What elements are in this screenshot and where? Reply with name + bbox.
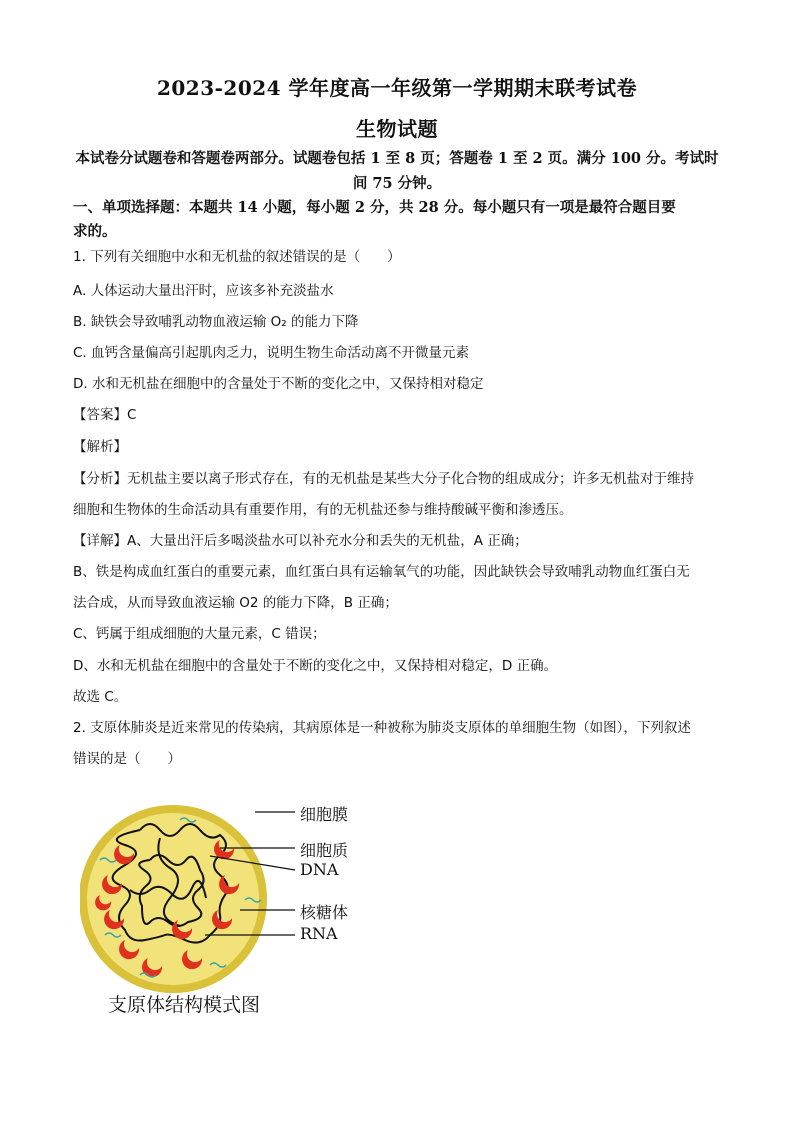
question-1-detail-line1: 【详解】A、大量出汗后多喝淡盐水可以补充水分和丢失的无机盐，A 正确；: [73, 533, 528, 549]
question-1-analysis-label: 【解析】: [73, 439, 127, 455]
question-1-option-c: C. 血钙含量偏高引起肌肉乏力，说明生物生命活动离不开微量元素: [73, 345, 470, 361]
question-1-option-d: D. 水和无机盐在细胞中的含量处于不断的变化之中，又保持相对稳定: [73, 376, 484, 392]
question-1-answer: 【答案】C: [73, 407, 137, 423]
question-2-stem-line2: 错误的是（ ）: [73, 751, 181, 767]
label-cell-membrane: 细胞膜: [300, 805, 349, 824]
section-heading: [73, 196, 721, 244]
section-heading-line1: 一、单项选择题：本题共 14 小题，每小题 2 分，共 28 分。每小题只有一项是最符合题目要: [73, 199, 676, 216]
exam-notice: 本试卷分试题卷和答题卷两部分。试题卷包括 1 至 8 页；答题卷 1 至 2 页。满分 100 分。考试时间 75 分钟。: [75, 150, 719, 192]
question-1-option-a: A. 人体运动大量出汗时，应该多补充淡盐水: [73, 283, 334, 299]
label-ribosome: 核糖体: [300, 903, 349, 922]
question-2-stem-line1: 2. 支原体肺炎是近来常见的传染病，其病原体是一种被称为肺炎支原体的单细胞生物（如图），下列叙述: [73, 720, 691, 736]
label-dna: DNA: [300, 860, 339, 879]
question-1-detail-line2: B、铁是构成血红蛋白的重要元素，血红蛋白具有运输氧气的功能，因此缺铁会导致哺乳动物血红蛋白无: [73, 564, 690, 580]
label-rna: RNA: [300, 924, 338, 943]
question-1-analysis-line2: 细胞和生物体的生命活动具有重要作用，有的无机盐还参与维持酸碱平衡和渗透压。: [73, 502, 573, 518]
page-title: 2023-2024 学年度高一年级第一学期期末联考试卷: [156, 76, 638, 100]
question-1-conclusion: 故选 C。: [73, 689, 128, 705]
section-heading-line2: 求的。: [73, 223, 117, 240]
cytoplasm: [87, 813, 259, 985]
question-1-analysis-line1: 【分析】无机盐主要以离子形式存在，有的无机盐是某些大分子化合物的组成成分；许多无机盐对于维持: [73, 471, 694, 487]
question-1-stem: 1. 下列有关细胞中水和无机盐的叙述错误的是（ ）: [73, 249, 401, 265]
question-1-detail-line4: C、钙属于组成细胞的大量元素，C 错误；: [73, 626, 326, 642]
question-1-option-b: B. 缺铁会导致哺乳动物血液运输 O₂ 的能力下降: [73, 314, 359, 330]
question-1-detail-line5: D、水和无机盐在细胞中的含量处于不断的变化之中，又保持相对稳定，D 正确。: [73, 658, 558, 674]
label-cytoplasm: 细胞质: [300, 841, 349, 860]
figure-caption: 支原体结构模式图: [108, 994, 261, 1016]
question-1-detail-line3: 法合成，从而导致血液运输 O2 的能力下降，B 正确；: [73, 595, 398, 611]
page-subtitle: 生物试题: [356, 117, 438, 141]
